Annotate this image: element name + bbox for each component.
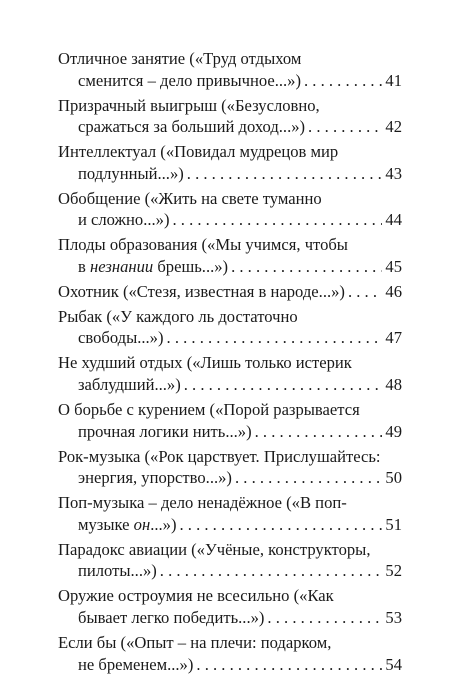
page-number: 53 bbox=[385, 607, 402, 627]
entry-continuation bbox=[58, 70, 402, 92]
entry-title: Парадокс авиации («Учёные, конструкторы, bbox=[58, 539, 371, 559]
entry-title: Оружие остроумия не всесильно («Как bbox=[58, 586, 334, 606]
dot-leader bbox=[348, 281, 382, 303]
page-number: 44 bbox=[385, 210, 402, 230]
toc-entry bbox=[58, 539, 402, 582]
dot-leader bbox=[267, 607, 382, 629]
entry-continuation bbox=[58, 467, 402, 489]
toc-entry bbox=[58, 188, 402, 231]
dot-leader bbox=[179, 514, 382, 536]
entry-title-continued: сражаться за больший доход...») bbox=[78, 117, 306, 137]
entry-title: Охотник («Стезя, известная в народе...») bbox=[58, 281, 345, 301]
toc-entry bbox=[58, 399, 402, 442]
dot-leader bbox=[160, 560, 383, 582]
dot-leader bbox=[304, 70, 382, 92]
entry-title: Плоды образования («Мы учимся, чтобы bbox=[58, 235, 348, 255]
page-number: 47 bbox=[385, 328, 402, 348]
toc-entry bbox=[58, 492, 402, 535]
page-number: 51 bbox=[385, 514, 402, 534]
italic-word: незнании bbox=[89, 256, 154, 276]
dot-leader bbox=[231, 256, 382, 278]
entry-title-continued: бывает легко победить...») bbox=[78, 607, 265, 627]
italic-word: он bbox=[133, 514, 151, 534]
table-of-contents bbox=[58, 48, 402, 679]
dot-leader bbox=[235, 467, 382, 489]
entry-continuation bbox=[58, 374, 402, 396]
entry-title-continued: и сложно...») bbox=[78, 210, 170, 230]
dot-leader bbox=[308, 116, 382, 138]
entry-title: Рыбак («У каждого ль достаточно bbox=[58, 306, 298, 326]
entry-title-continued: не бременем...») bbox=[78, 654, 194, 674]
page-number: 50 bbox=[385, 468, 402, 488]
title-text: музыке bbox=[78, 514, 134, 534]
entry-title: О борьбе с курением («Порой разрывается bbox=[58, 400, 360, 420]
entry-continuation bbox=[58, 209, 402, 231]
entry-continuation bbox=[58, 514, 402, 536]
dot-leader bbox=[167, 327, 383, 349]
entry-title-continued: энергия, упорство...») bbox=[78, 468, 232, 488]
page-number: 54 bbox=[385, 654, 402, 674]
page-number: 52 bbox=[385, 561, 402, 581]
entry-title-continued: свободы...») bbox=[78, 328, 164, 348]
entry-continuation bbox=[58, 607, 402, 629]
entry-continuation bbox=[58, 327, 402, 349]
toc-entry bbox=[58, 234, 402, 277]
toc-entry bbox=[58, 632, 402, 675]
page-number: 42 bbox=[385, 117, 402, 137]
entry-continuation bbox=[58, 560, 402, 582]
page-number: 43 bbox=[385, 163, 402, 183]
entry-continuation bbox=[58, 421, 402, 443]
entry-title-continued: прочная логики нить...») bbox=[78, 421, 252, 441]
title-text: в bbox=[78, 256, 90, 276]
entry-title-continued bbox=[78, 514, 176, 536]
entry-continuation bbox=[58, 116, 402, 138]
entry-title-continued: сменится – дело привычное...») bbox=[78, 70, 301, 90]
entry-title-continued: заблудший...») bbox=[78, 375, 181, 395]
entry-title: Интеллектуал («Повидал мудрецов мир bbox=[58, 142, 339, 162]
page-number: 41 bbox=[385, 70, 402, 90]
entry-continuation bbox=[58, 654, 402, 676]
toc-entry bbox=[58, 585, 402, 628]
toc-entry bbox=[58, 306, 402, 349]
entry-title: Рок-музыка («Рок царствует. Прислушайтесь: bbox=[58, 446, 381, 466]
entry-title: Если бы («Опыт – на плечи: подарком, bbox=[58, 632, 332, 652]
toc-entry bbox=[58, 281, 402, 303]
entry-title: Не худший отдых («Лишь только истерик bbox=[58, 353, 352, 373]
entry-continuation bbox=[58, 163, 402, 185]
dot-leader bbox=[172, 209, 382, 231]
entry-title: Поп-музыка – дело ненадёжное («В поп- bbox=[58, 493, 347, 513]
toc-entry bbox=[58, 48, 402, 91]
page-number: 49 bbox=[385, 421, 402, 441]
toc-entry bbox=[58, 446, 402, 489]
toc-entry bbox=[58, 141, 402, 184]
entry-title: Отличное занятие («Труд отдыхом bbox=[58, 49, 302, 68]
entry-continuation bbox=[58, 281, 402, 303]
entry-title-continued bbox=[78, 256, 228, 278]
entry-continuation bbox=[58, 256, 402, 278]
toc-entry bbox=[58, 95, 402, 138]
dot-leader bbox=[255, 421, 383, 443]
entry-title: Призрачный выигрыш («Безусловно, bbox=[58, 95, 320, 115]
dot-leader bbox=[196, 654, 382, 676]
page-number: 45 bbox=[385, 256, 402, 276]
entry-title-continued: подлунный...») bbox=[78, 163, 184, 183]
title-text: брешь...») bbox=[153, 256, 229, 276]
entry-title: Обобщение («Жить на свете туманно bbox=[58, 188, 322, 208]
page-number: 46 bbox=[385, 281, 402, 301]
dot-leader bbox=[184, 374, 383, 396]
toc-entry bbox=[58, 352, 402, 395]
title-text: ...») bbox=[150, 514, 177, 534]
page-number: 48 bbox=[385, 375, 402, 395]
dot-leader bbox=[187, 163, 383, 185]
entry-title-continued: пилоты...») bbox=[78, 561, 157, 581]
